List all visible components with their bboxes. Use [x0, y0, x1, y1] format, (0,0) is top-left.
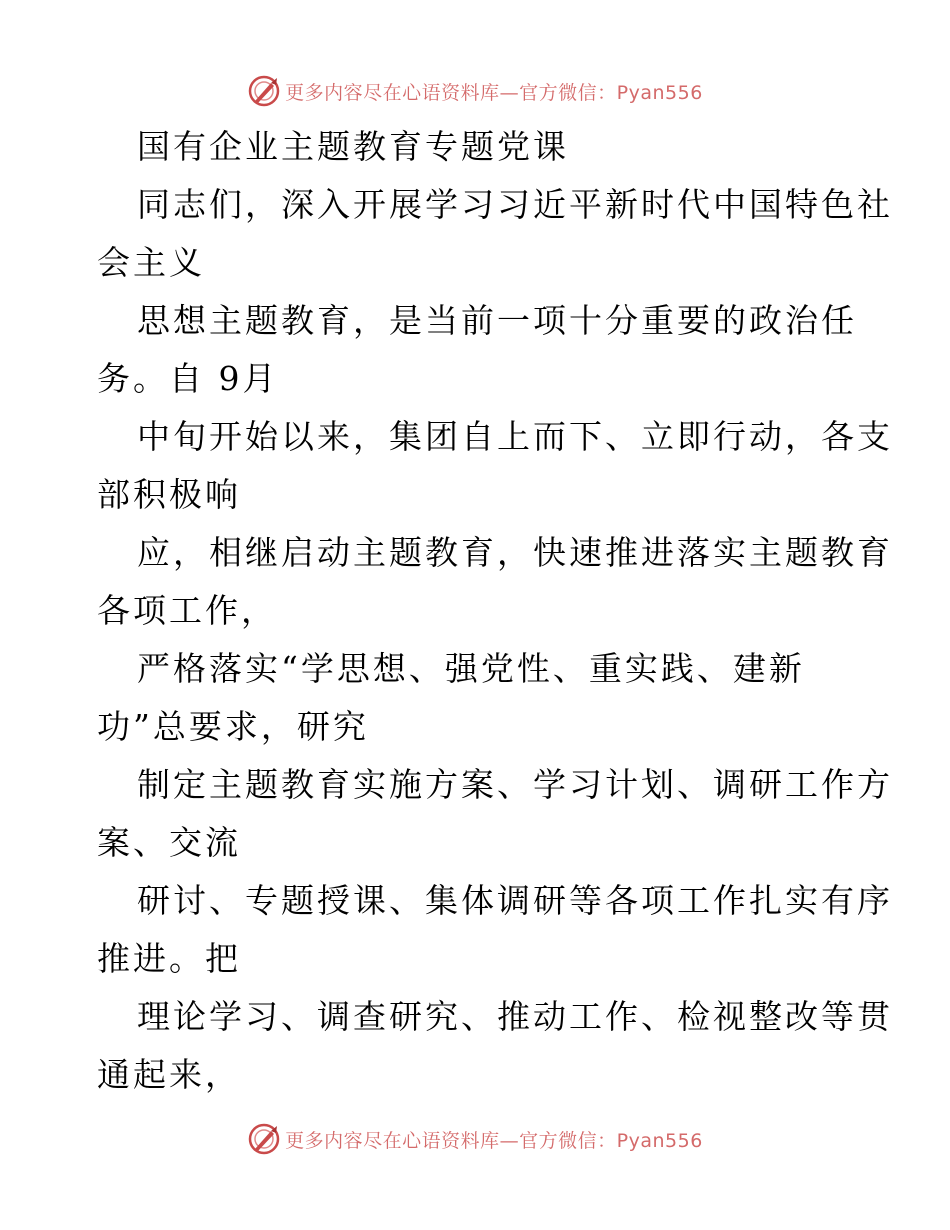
- watermark-text: 更多内容尽在心语资料库—官方微信：: [285, 1129, 617, 1152]
- quill-pen-logo-icon: [247, 74, 281, 108]
- document-line: 思想主题教育，是当前一项十分重要的政治任: [137, 301, 857, 340]
- document-line: 会主义: [97, 243, 205, 282]
- document-line: 制定主题教育实施方案、学习计划、调研工作方: [137, 765, 893, 804]
- footer-watermark: [0, 1119, 950, 1159]
- watermark-wechat-id: Pyan556: [616, 1129, 703, 1152]
- document-line: 部积极响: [97, 475, 241, 514]
- document-line: 同志们，深入开展学习习近平新时代中国特色社: [137, 185, 893, 224]
- document-line: 国有企业主题教育专题党课: [137, 127, 569, 166]
- watermark-wechat-id: Pyan556: [616, 81, 703, 104]
- document-line: 功”总要求，研究: [97, 707, 369, 746]
- document-line: 务。自 9月: [97, 359, 279, 398]
- quill-pen-logo-icon: [247, 1122, 281, 1156]
- header-watermark: [0, 71, 950, 111]
- document-line: 中旬开始以来，集团自上而下、立即行动，各支: [137, 417, 893, 456]
- document-line: 各项工作，: [97, 591, 277, 630]
- document-line: 案、交流: [97, 823, 241, 862]
- document-body: [97, 118, 893, 1104]
- document-line: 理论学习、调查研究、推动工作、检视整改等贯: [137, 997, 893, 1036]
- document-line: 通起来，: [97, 1055, 241, 1094]
- document-line: 研讨、专题授课、集体调研等各项工作扎实有序: [137, 881, 893, 920]
- document-line: 应，相继启动主题教育，快速推进落实主题教育: [137, 533, 893, 572]
- document-line: 推进。把: [97, 939, 241, 978]
- document-line: 严格落实“学思想、强党性、重实践、建新: [137, 649, 805, 688]
- watermark-text: 更多内容尽在心语资料库—官方微信：: [285, 81, 617, 104]
